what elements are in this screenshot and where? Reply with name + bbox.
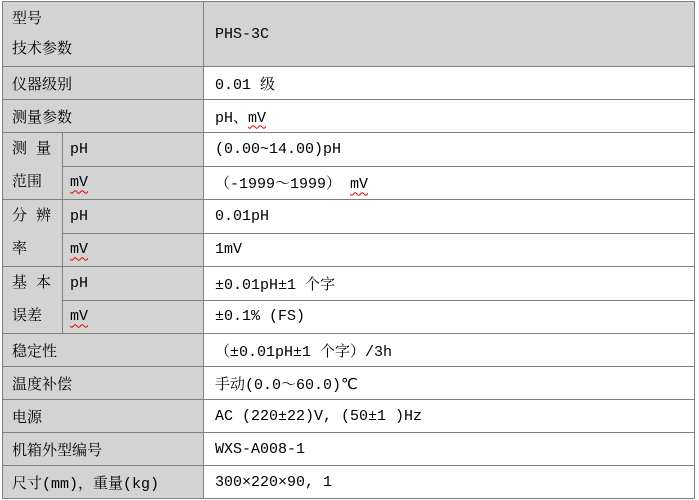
value-text: WXS-A008-1 (215, 440, 306, 458)
value-text: AC (220±22)V, (50±1 )Hz (215, 407, 423, 425)
group-label-line1: 测 量 (12, 141, 52, 158)
table-row-temp-compensation (3, 367, 695, 400)
row-value-cell (204, 200, 695, 234)
group-label-line2: 范围 (12, 174, 43, 191)
table-row-resolution-ph (3, 200, 695, 234)
group-label-line2: 误差 (12, 308, 43, 325)
header-label-tech-params: 技术参数 (12, 41, 73, 58)
table-row-header (3, 2, 695, 67)
row-value-cell (204, 433, 695, 466)
table-row-power (3, 400, 695, 433)
row-value-cell (204, 67, 695, 100)
value-text-misspelled: mV (248, 109, 267, 127)
row-label-cell: 尺寸(mm)，重量(kg) (3, 466, 204, 499)
table-row-range-mv (3, 166, 695, 200)
row-value-cell (204, 466, 695, 499)
row-label-cell: 仪器级别 (3, 67, 204, 100)
value-text: 1mV (215, 241, 243, 259)
row-value-cell (204, 133, 695, 167)
row-label-cell: 温度补偿 (3, 367, 204, 400)
table-row-range-ph (3, 133, 695, 167)
value-text: 手动(0.0～60.0)℃ (215, 376, 358, 394)
group-label-cell (3, 267, 63, 334)
value-text-misspelled: mV (350, 176, 369, 194)
group-label-line1: 分 辨 (12, 208, 52, 225)
param-cell (63, 233, 204, 267)
value-text: pH、 (215, 109, 249, 127)
param-cell (63, 300, 204, 334)
param-cell (63, 133, 204, 167)
table-row-resolution-mv (3, 233, 695, 267)
value-text: 0.01pH (215, 207, 270, 225)
row-value-cell (204, 166, 695, 200)
table-row-stability (3, 334, 695, 367)
table-row-parameters (3, 100, 695, 133)
row-label-cell: 稳定性 (3, 334, 204, 367)
spec-table (2, 1, 695, 499)
param-text-misspelled: mV (70, 174, 89, 192)
value-text: ±0.1% (FS) (215, 308, 306, 326)
value-text: 300×220×90, 1 (215, 473, 333, 491)
header-label-cell (3, 2, 204, 67)
header-value-model: PHS-3C (204, 2, 695, 67)
value-text: ±0.01pH±1 个字 (215, 276, 336, 294)
group-label-cell (3, 133, 63, 200)
value-text: 0.01 级 (215, 76, 276, 94)
row-value-cell (204, 300, 695, 334)
param-text-misspelled: mV (70, 241, 89, 259)
row-value-cell (204, 400, 695, 433)
table-row-case-model (3, 433, 695, 466)
table-row-error-mv (3, 300, 695, 334)
param-text: pH (70, 207, 89, 225)
row-label-cell: 测量参数 (3, 100, 204, 133)
row-value-cell (204, 334, 695, 367)
row-value-cell (204, 367, 695, 400)
param-text: pH (70, 274, 89, 292)
table-row-error-ph (3, 267, 695, 301)
param-cell (63, 200, 204, 234)
value-text: （±0.01pH±1 个字）/3h (215, 343, 393, 361)
row-label-cell: 电源 (3, 400, 204, 433)
value-text: （-1999～1999） (215, 176, 351, 194)
group-label-cell (3, 200, 63, 267)
row-value-cell (204, 100, 695, 133)
param-text-misspelled: mV (70, 308, 89, 326)
value-text: (0.00~14.00)pH (215, 140, 342, 158)
table-row-dimensions-weight (3, 466, 695, 499)
row-value-cell (204, 267, 695, 301)
header-label-model: 型号 (12, 11, 43, 28)
row-label-cell: 机箱外型编号 (3, 433, 204, 466)
param-cell (63, 267, 204, 301)
table-row-grade (3, 67, 695, 100)
group-label-line2: 率 (12, 241, 28, 258)
param-cell (63, 166, 204, 200)
row-value-cell (204, 233, 695, 267)
group-label-line1: 基 本 (12, 275, 52, 292)
param-text: pH (70, 140, 89, 158)
